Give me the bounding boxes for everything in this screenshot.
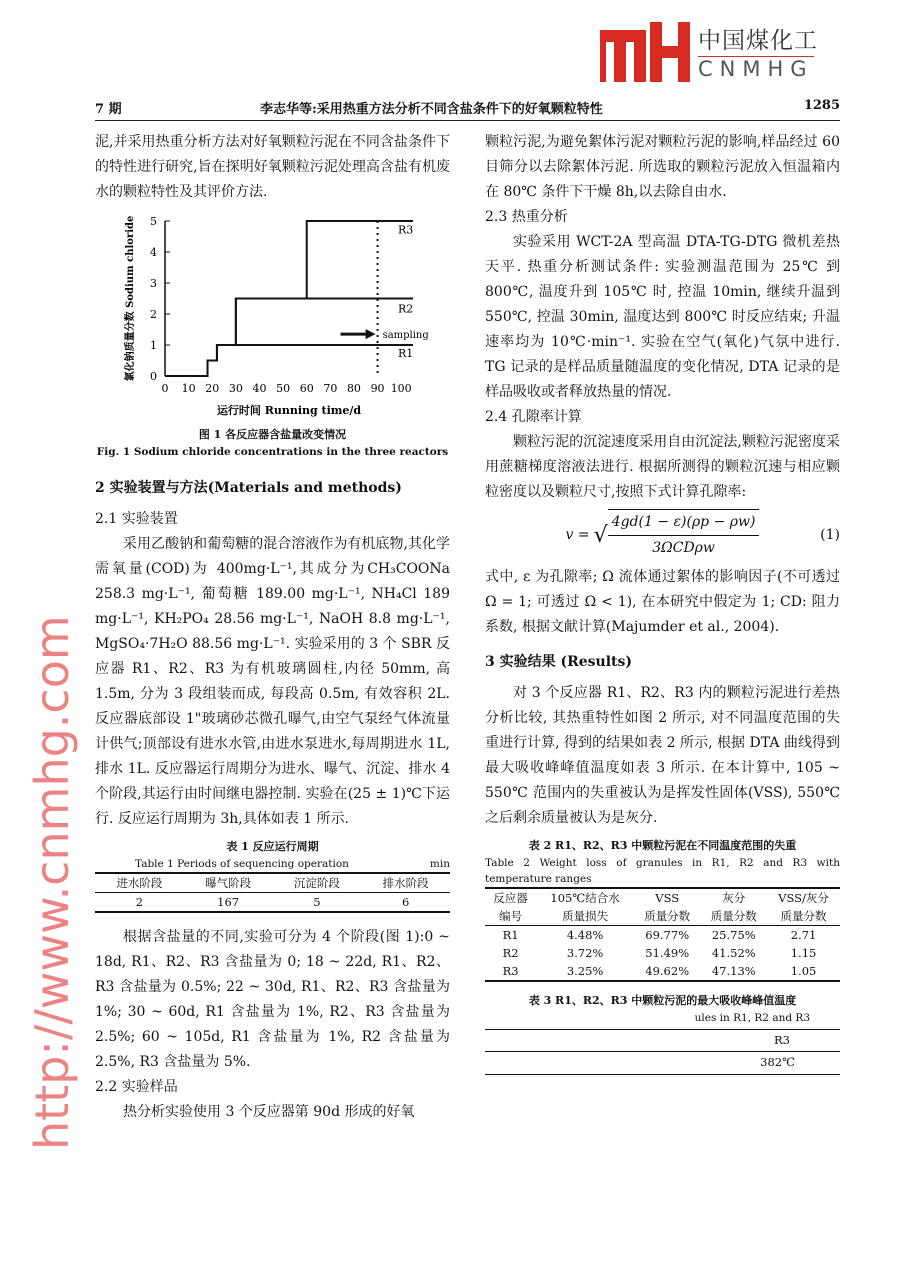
table-row — [485, 962, 840, 981]
x-tick-label: 60 — [299, 382, 314, 395]
section-2-4-paragraph: 颗粒污泥的沉淀速度采用自由沉淀法,颗粒污泥密度采用蔗糖梯度溶液法进行. 根据所测得的颗粒沉速与相应颗粒密度以及颗粒尺寸,按照下式计算孔隙率: — [485, 434, 840, 500]
equation-lhs: v = — [565, 526, 590, 543]
x-tick-label: 100 — [390, 382, 412, 395]
table-3-caption-cn: 表 3 R1、R2、R3 中颗粒污泥的最大吸收峰峰值温度 — [528, 994, 797, 1007]
logo-text-cn: 中国煤化工 — [698, 28, 818, 54]
left-column — [95, 130, 450, 1125]
table-header — [767, 888, 840, 926]
table-header-line: VSS — [655, 891, 680, 905]
section-3-heading: 3 实验结果 (Results) — [485, 654, 633, 670]
stage-paragraph: 根据含盐量的不同,实验可分为 4 个阶段(图 1):0 ~ 18d, R1、R2、R3 含盐量为 0; 18 ~ 22d, R1、R2、R3 含盐量为 0.5%; 22 ~ 30d, R1、R2、R3 含盐量为 1%; 30 ~ 60d, R1 含盐量为 1%, R2、R3 含盐量为 2.5%; 60 ~ 105d, R1 含盐量为 1%, R2 含盐量为 2.5%, R3 含盐量为 5%. — [95, 929, 450, 1070]
section-2-1-paragraph: 采用乙酸钠和葡萄糖的混合溶液作为有机底物,其化学需氧量(COD)为 400mg·L⁻¹,其成分为CH₃COONa 258.3 mg·L⁻¹, 葡萄糖 189.00 mg·L⁻¹, NH₄Cl 189 mg·L⁻¹, KH₂PO₄ 28.56 mg·L⁻¹, NaOH 8.8 mg·L⁻¹, MgSO₄·7H₂O 88.56 mg·L⁻¹. 实验采用的 3 个 SBR 反应器 R1、R2、R3 为有机玻璃圆柱,内径 50mm, 高 1.5m, 分为 3 段组装而成, 每段高 0.5m, 有效容积 2L. 反应器底部设 1"玻璃砂芯微孔曝气,由空气泵经气体流量计供气;顶部设有进水水管,由进水泵进水,每周期进水 1L,排水 1L. 反应器运行周期分为进水、曝气、沉淀、排水 4 个阶段,其运行由时间继电器控制. 实验在(25 ± 1)℃下运行. 反应运行周期为 3h,具体如表 1 所示. — [95, 536, 450, 827]
page-number: 1285 — [803, 98, 840, 113]
figure-1-caption-en: Fig. 1 Sodium chloride concentrations in the three reactors — [96, 446, 449, 458]
table-2-caption-en: Table 2 Weight loss of granules in R1, R2 and R3 with temperature ranges — [485, 857, 840, 885]
section-2-2-paragraph-cont: 颗粒污泥,为避免絮体污泥对颗粒污泥的影响,样品经过 60 目筛分以去除絮体污泥. 所选取的颗粒污泥放入恒温箱内在 80℃ 条件下干燥 8h,以去除自由水. — [485, 134, 840, 200]
table-cell: 2.71 — [790, 928, 817, 942]
intro-paragraph: 泥,并采用热重分析方法对好氧颗粒污泥在不同含盐条件下的特性进行研究,旨在探明好氧颗粒污泥处理高含盐有机废水的颗粒特性及其评价方法. — [95, 134, 450, 200]
x-tick-label: 30 — [228, 382, 243, 395]
table-header: 排水阶段 — [382, 876, 429, 890]
table-cell: 167 — [217, 895, 240, 909]
section-2-3-paragraph: 实验采用 WCT-2A 型高温 DTA-TG-DTG 微机差热天平. 热重分析测试条件: 实验测温范围为 25℃ 到 800℃, 温度升到 105℃ 时, 控温 10min, 继续升温到 550℃, 控温 30min, 温度达到 800℃ 时反应结束; 升温速率均为 10℃·min⁻¹. 实验在空气(氧化)气氛中进行. TG 记录的是样品质量随温度的变化情况, DTA 记录的是样品吸收或者释放热量的情况. — [485, 234, 840, 400]
running-header — [95, 98, 840, 121]
section-2-1-heading: 2.1 实验装置 — [95, 511, 178, 527]
sampling-annotation: sampling — [382, 330, 429, 342]
section-2-heading: 2 实验装置与方法(Materials and methods) — [95, 480, 402, 496]
table-1 — [95, 872, 450, 913]
logo-mark-icon — [600, 22, 692, 82]
section-2-2-heading: 2.2 实验样品 — [95, 1079, 178, 1095]
table-header-line: 编号 — [499, 909, 523, 923]
y-tick-label: 3 — [150, 277, 157, 290]
table-cell: 41.52% — [711, 946, 756, 960]
table-header-line: 105℃结合水 — [550, 891, 620, 905]
table-cell: 49.62% — [645, 964, 690, 978]
y-tick-label: 1 — [150, 339, 157, 352]
table-cell: 3.72% — [566, 946, 604, 960]
equation-1 — [485, 505, 840, 565]
table-header: 沉淀阶段 — [293, 876, 340, 890]
table-header-line: 质量分数 — [780, 909, 827, 923]
figure-1 — [95, 211, 450, 426]
y-tick-label: 0 — [150, 370, 157, 383]
table-cell: 69.77% — [645, 928, 690, 942]
right-column — [485, 130, 840, 1078]
table-header — [634, 888, 701, 926]
series-line-R1 — [165, 345, 413, 376]
table-1-caption-cn: 表 1 反应运行周期 — [226, 840, 319, 853]
table-1-unit: min — [429, 858, 450, 870]
series-label-R2: R2 — [398, 302, 414, 316]
table-3-header: R3 — [774, 1033, 790, 1047]
table-header-line: 反应器 — [493, 891, 528, 905]
table-header-line: 灰分 — [722, 891, 746, 905]
equation-explanation: 式中, ε 为孔隙率; Ω 流体通过絮体的影响因子(不可透过 Ω = 1; 可透过 Ω < 1), 在本研究中假定为 1; CD: 阻力系数, 根据文献计算(Majumder et al., 2004). — [485, 569, 840, 635]
table-header-line: 质量分数 — [710, 909, 757, 923]
x-tick-label: 40 — [252, 382, 267, 395]
x-tick-label: 10 — [181, 382, 196, 395]
table-cell: 6 — [401, 895, 410, 909]
x-tick-label: 90 — [370, 382, 385, 395]
table-row — [95, 893, 450, 913]
x-axis-label: 运行时间 Running time/d — [216, 404, 362, 417]
table-header: 进水阶段 — [116, 876, 163, 890]
table-cell: 47.13% — [711, 964, 756, 978]
figure-1-chart — [95, 211, 450, 426]
table-cell: 51.49% — [645, 946, 690, 960]
section-2-4-heading: 2.4 孔隙率计算 — [485, 409, 582, 425]
table-row — [485, 926, 840, 945]
y-tick-label: 4 — [150, 246, 157, 259]
y-tick-label: 2 — [150, 308, 157, 321]
table-cell: 25.75% — [711, 928, 756, 942]
cnmhg-logo — [600, 22, 840, 82]
y-axis-label: 氯化钠质量分数 Sodium chloride — [125, 215, 136, 382]
x-tick-label: 20 — [205, 382, 220, 395]
section-3-paragraph: 对 3 个反应器 R1、R2、R3 内的颗粒污泥进行差热分析比较, 其热重特性如图 2 所示, 对不同温度范围的失重进行计算, 得到的结果如表 2 所示, 根据 DTA 曲线得到最大吸收峰峰值温度如表 3 所示. 在本计算中, 105 ~ 550℃ 范围内的失重被认为是挥发性固体(VSS), 550℃ 之后剩余质量被认为是灰分. — [485, 685, 840, 826]
series-line-R2 — [165, 299, 413, 377]
table-header — [700, 888, 767, 926]
logo-text-en: CNMHG — [698, 57, 814, 81]
running-title: 李志华等:采用热重方法分析不同含盐条件下的好氧颗粒特性 — [260, 102, 603, 117]
table-cell: 4.48% — [566, 928, 604, 942]
issue-number: 7 期 — [95, 102, 122, 117]
table-cell: R1 — [502, 928, 519, 942]
table-row — [485, 944, 840, 962]
table-2 — [485, 887, 840, 982]
table-2-caption-cn: 表 2 R1、R2、R3 中颗粒污泥在不同温度范围的失重 — [528, 839, 797, 852]
section-2-2-paragraph: 热分析实验使用 3 个反应器第 90d 形成的好氧 — [123, 1104, 415, 1120]
equation-denominator: 3ΩCDρw — [652, 540, 715, 556]
figure-1-caption-cn: 图 1 各反应器含盐量改变情况 — [198, 428, 347, 441]
table-3-caption-en: ules in R1, R2 and R3 — [694, 1012, 810, 1024]
table-header — [485, 888, 536, 926]
table-1-caption-en: Table 1 Periods of sequencing operation — [135, 858, 349, 870]
table-header-line: 质量损失 — [562, 909, 609, 923]
section-2-3-heading: 2.3 热重分析 — [485, 209, 568, 225]
x-tick-label: 0 — [161, 382, 169, 395]
y-tick-label: 5 — [150, 215, 157, 228]
table-cell: 3.25% — [566, 964, 604, 978]
table-cell: 2 — [135, 895, 144, 909]
table-header — [536, 888, 634, 926]
x-tick-label: 80 — [346, 382, 361, 395]
equation-number: (1) — [820, 526, 840, 543]
table-header-line: VSS/灰分 — [778, 891, 829, 905]
equation-numerator: 4gd(1 − ε)(ρp − ρw) — [608, 509, 760, 536]
x-tick-label: 50 — [276, 382, 291, 395]
series-label-R1: R1 — [398, 346, 414, 360]
sqrt-symbol: √ — [593, 522, 608, 548]
table-cell: R3 — [502, 964, 519, 978]
sampling-arrow-icon — [366, 329, 376, 339]
table-header-line: 质量分数 — [644, 909, 691, 923]
table-3-cell: 382℃ — [760, 1055, 795, 1069]
table-cell: 1.05 — [790, 964, 817, 978]
table-cell: 1.15 — [790, 946, 817, 960]
x-tick-label: 70 — [323, 382, 338, 395]
series-label-R3: R3 — [398, 223, 414, 237]
table-cell: 5 — [313, 895, 321, 909]
table-cell: R2 — [502, 946, 519, 960]
table-header: 曝气阶段 — [205, 876, 252, 890]
url-watermark: http://www.cnmhg.com — [25, 615, 79, 1150]
